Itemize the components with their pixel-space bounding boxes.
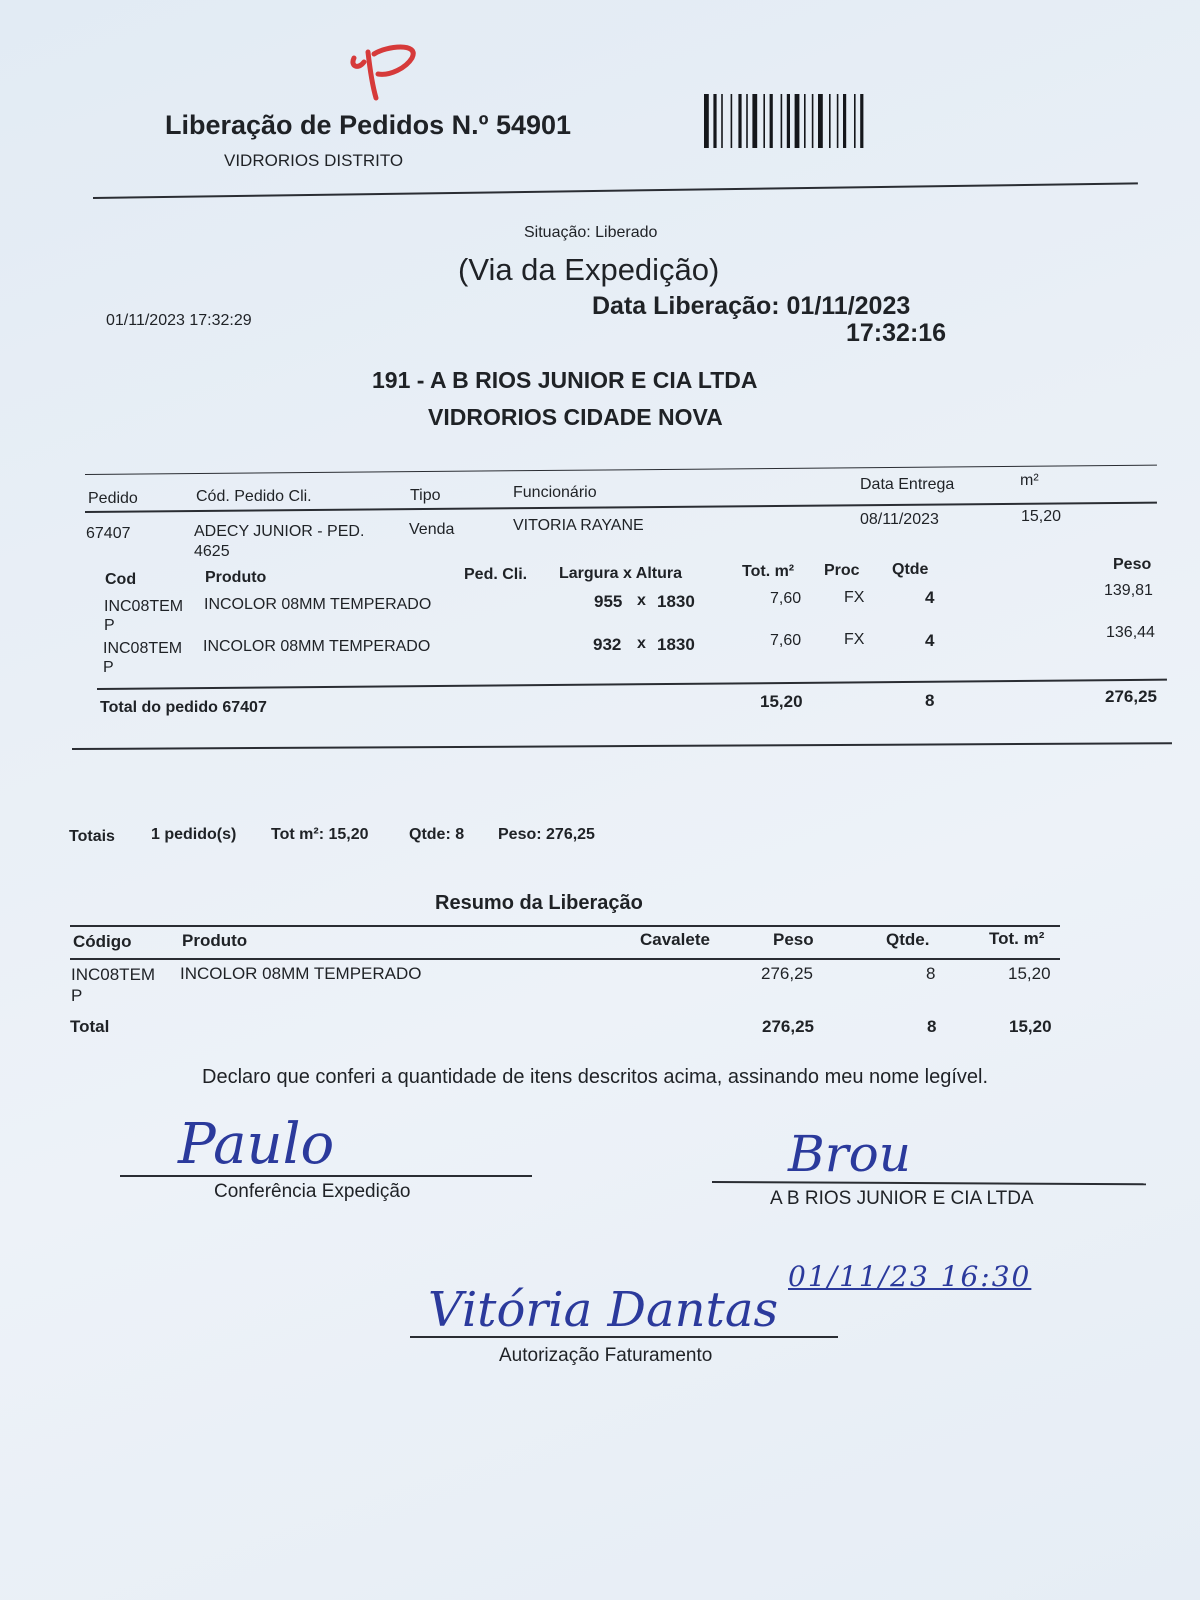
company-signature: Brou [788,1125,911,1183]
customer-store: VIDRORIOS CIDADE NOVA [428,404,723,430]
order-employee: VITORIA RAYANE [513,517,644,534]
order-total-rule [97,679,1167,690]
totals-label: Totais [69,828,115,845]
item-code: INC08TEM [103,640,183,657]
order-total-m2: 15,20 [760,692,803,711]
item-code-cont: P [103,659,114,676]
order-client-code: ADECY JUNIOR - PED. [194,523,365,540]
barcode-bar [837,94,839,148]
barcode-bar [812,94,814,148]
section-divider [72,742,1172,750]
summary-item-m2: 15,20 [1008,964,1051,983]
order-total-qty: 8 [925,691,935,710]
status-label: Situação: Liberado [524,224,658,241]
summary-total-label: Total [70,1017,110,1036]
barcode-bar [829,94,831,148]
summary-item-qty: 8 [926,964,936,983]
faturamento-label: Autorização Faturamento [499,1345,713,1366]
document-title: Liberação de Pedidos N.º 54901 [165,110,572,140]
printed-timestamp: 01/11/2023 17:32:29 [106,312,252,329]
order-m2: 15,20 [1021,508,1062,525]
item-weight: 136,44 [1106,624,1155,641]
item-code: INC08TEM [104,598,184,615]
barcode-bar [860,94,863,148]
item-tot-m2: 7,60 [770,632,802,649]
barcode-bar [752,94,757,148]
barcode-bar [770,94,773,148]
order-delivery-date: 08/11/2023 [860,511,939,528]
issuer-company: VIDRORIOS DISTRITO [224,151,404,170]
company-label: A B RIOS JUNIOR E CIA LTDA [770,1188,1034,1209]
via-label: (Via da Expedição) [458,252,720,287]
totals-qty: Qtde: 8 [409,826,465,843]
col-cod-pedido-cli: Cód. Pedido Cli. [196,488,312,505]
summary-item-code-cont: P [71,986,83,1005]
col-ped-cli: Ped. Cli. [464,566,528,583]
item-code-cont: P [104,617,115,634]
header-divider [93,182,1138,199]
summary-total-m2: 15,20 [1009,1017,1052,1036]
company-signature-line [712,1181,1146,1185]
item-weight: 139,81 [1104,582,1153,599]
barcode-bar [795,94,800,148]
col-largura-altura: Largura x Altura [559,565,682,582]
summary-item-code: INC08TEM [71,965,156,984]
declaration-text: Declaro que conferi a quantidade de itens descritos acima, assinando meu nome legível. [202,1066,989,1088]
order-type: Venda [409,521,455,538]
order-table-top-rule [85,465,1157,475]
item-height: 1830 [657,635,695,654]
faturamento-signature: Vitória Dantas [428,1282,779,1338]
barcode-bar [781,94,783,148]
release-date: Data Liberação: 01/11/2023 [592,292,911,320]
col-tipo: Tipo [410,487,441,504]
conferencia-label: Conferência Expedição [214,1181,411,1202]
item-height: 1830 [657,592,695,611]
summary-col-qtde: Qtde. [886,930,930,949]
barcode-bar [843,94,846,148]
item-width: 932 [593,635,622,654]
barcode [704,94,890,148]
totals-orders: 1 pedido(s) [151,826,237,843]
order-client-code-cont: 4625 [194,543,230,560]
col-m2: m² [1020,472,1039,489]
item-proc: FX [844,631,865,648]
col-proc: Proc [824,562,860,579]
summary-header-rule [70,958,1060,960]
item-proc: FX [844,589,865,606]
barcode-bar [804,94,806,148]
order-total-label: Total do pedido 67407 [100,699,267,716]
barcode-bar [746,94,748,148]
col-tot-m2: Tot. m² [742,563,795,580]
totals-m2: Tot m²: 15,20 [271,826,369,843]
barcode-bar [738,94,741,148]
item-tot-m2: 7,60 [770,590,802,607]
item-dim-separator: x [637,592,646,609]
barcode-bar [787,94,790,148]
summary-top-rule [70,925,1060,927]
handwritten-date: 01/11/23 16:30 [788,1260,1032,1293]
summary-col-produto: Produto [182,931,248,950]
summary-col-tot-m2: Tot. m² [989,929,1045,948]
handwritten-p-mark [346,40,436,102]
summary-item-weight: 276,25 [761,964,813,983]
col-peso: Peso [1113,556,1152,573]
order-number: 67407 [86,525,131,542]
summary-total-qty: 8 [927,1017,937,1036]
summary-item-product: INCOLOR 08MM TEMPERADO [180,964,422,983]
barcode-bar [704,94,709,148]
item-product: INCOLOR 08MM TEMPERADO [204,596,432,613]
col-qtde: Qtde [892,561,929,578]
conferencia-signature-line [120,1175,532,1177]
faturamento-signature-line [410,1336,838,1338]
barcode-bar [818,94,823,148]
barcode-bar [854,94,856,148]
item-product: INCOLOR 08MM TEMPERADO [203,638,431,655]
summary-col-peso: Peso [773,930,814,949]
item-width: 955 [594,592,623,611]
col-pedido: Pedido [88,490,138,507]
item-qty: 4 [925,631,935,650]
totals-weight: Peso: 276,25 [498,826,595,843]
summary-total-weight: 276,25 [762,1017,814,1036]
barcode-bar [763,94,765,148]
col-cod: Cod [105,571,137,588]
col-funcionario: Funcionário [513,484,597,501]
item-qty: 4 [925,588,935,607]
summary-title: Resumo da Liberação [435,892,643,914]
summary-col-cavalete: Cavalete [640,930,710,949]
item-dim-separator: x [637,635,646,652]
order-total-weight: 276,25 [1105,687,1157,706]
conferencia-signature: Paulo [178,1112,335,1177]
barcode-bar [731,94,733,148]
col-produto: Produto [205,569,267,586]
customer-name: 191 - A B RIOS JUNIOR E CIA LTDA [372,367,758,393]
release-time: 17:32:16 [846,319,947,347]
col-data-entrega: Data Entrega [860,476,955,493]
barcode-bar [713,94,716,148]
summary-col-codigo: Código [73,932,132,951]
barcode-bar [721,94,723,148]
